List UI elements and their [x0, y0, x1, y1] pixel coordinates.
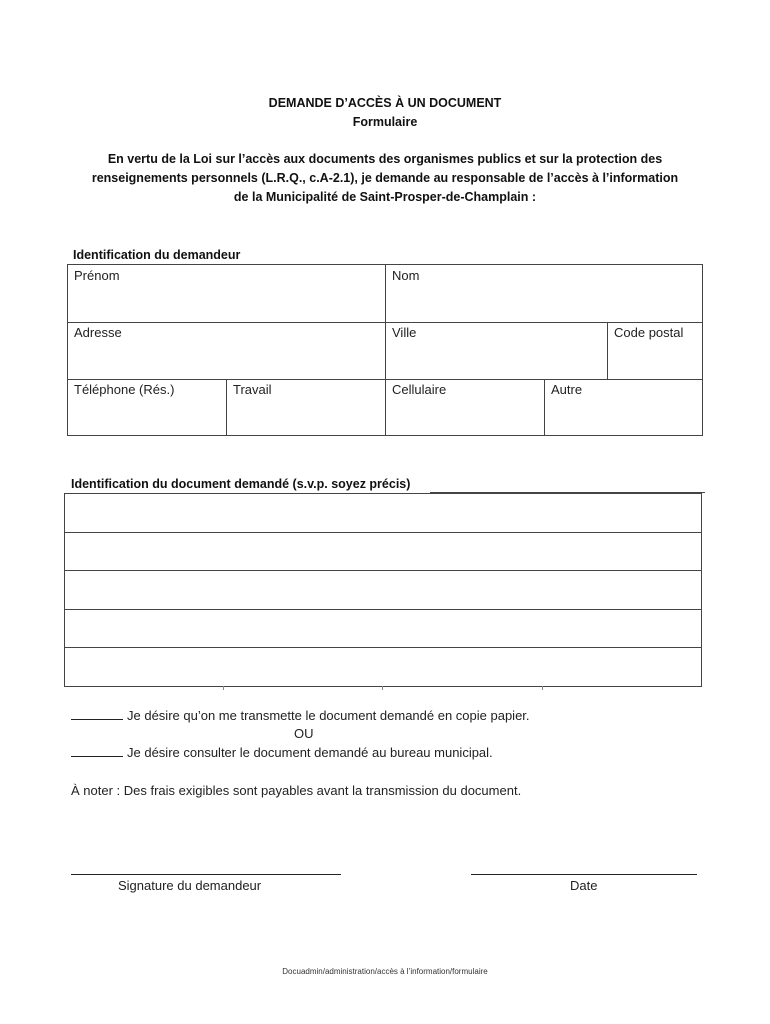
intro-text — [40, 150, 730, 207]
document-heading: Identification du document demandé (s.v.p. soyez précis) — [71, 477, 411, 491]
document-line — [65, 609, 701, 610]
travail-field[interactable]: Travail — [233, 382, 272, 397]
prenom-field[interactable]: Prénom — [74, 268, 120, 283]
date-line[interactable] — [471, 874, 697, 875]
ville-field[interactable]: Ville — [392, 325, 417, 340]
signature-line[interactable] — [71, 874, 341, 875]
signature-label: Signature du demandeur — [118, 878, 262, 893]
document-line — [65, 647, 701, 648]
autre-field[interactable]: Autre — [551, 382, 583, 397]
col-divider — [607, 322, 608, 379]
paper-copy-text: Je désire qu’on me transmette le document demandé en copie papier. — [127, 708, 530, 723]
date-label: Date — [570, 878, 598, 893]
code-postal-field[interactable]: Code postal — [614, 325, 684, 340]
intro-line-2: renseignements personnels (L.R.Q., c.A-2.1), je demande au responsable de l’accès à l’information — [91, 171, 679, 185]
requester-heading: Identification du demandeur — [73, 248, 241, 262]
paper-copy-option[interactable] — [71, 707, 711, 725]
col-divider — [385, 265, 386, 435]
fees-note: À noter : Des frais exigibles sont payables avant la transmission du document. — [71, 783, 522, 798]
consult-text: Je désire consulter le document demandé au bureau municipal. — [127, 745, 493, 760]
document-line — [65, 570, 701, 571]
cellulaire-field[interactable]: Cellulaire — [392, 382, 447, 397]
nom-field[interactable]: Nom — [392, 268, 420, 283]
or-text: OU — [294, 726, 314, 741]
intro-line-3: de la Municipalité de Saint-Prosper-de-Champlain : — [233, 190, 537, 204]
tick-mark — [223, 686, 224, 690]
paper-copy-blank[interactable] — [71, 707, 123, 720]
col-divider — [226, 379, 227, 435]
document-line — [65, 532, 701, 533]
consult-option[interactable] — [71, 744, 711, 762]
form-title: DEMANDE D’ACCÈS À UN DOCUMENT — [268, 96, 502, 110]
requester-table — [67, 264, 703, 436]
footer-path: Docuadmin/administration/accès à l’information/formulaire — [282, 967, 488, 976]
adresse-field[interactable]: Adresse — [74, 325, 122, 340]
consult-blank[interactable] — [71, 744, 123, 757]
col-divider — [544, 379, 545, 435]
document-table — [64, 493, 702, 687]
tick-mark — [382, 686, 383, 690]
telephone-field[interactable]: Téléphone (Rés.) — [74, 382, 175, 397]
form-subtitle: Formulaire — [352, 115, 418, 129]
intro-line-1: En vertu de la Loi sur l’accès aux documents des organismes publics et sur la protection des — [107, 152, 663, 166]
tick-mark — [542, 686, 543, 690]
